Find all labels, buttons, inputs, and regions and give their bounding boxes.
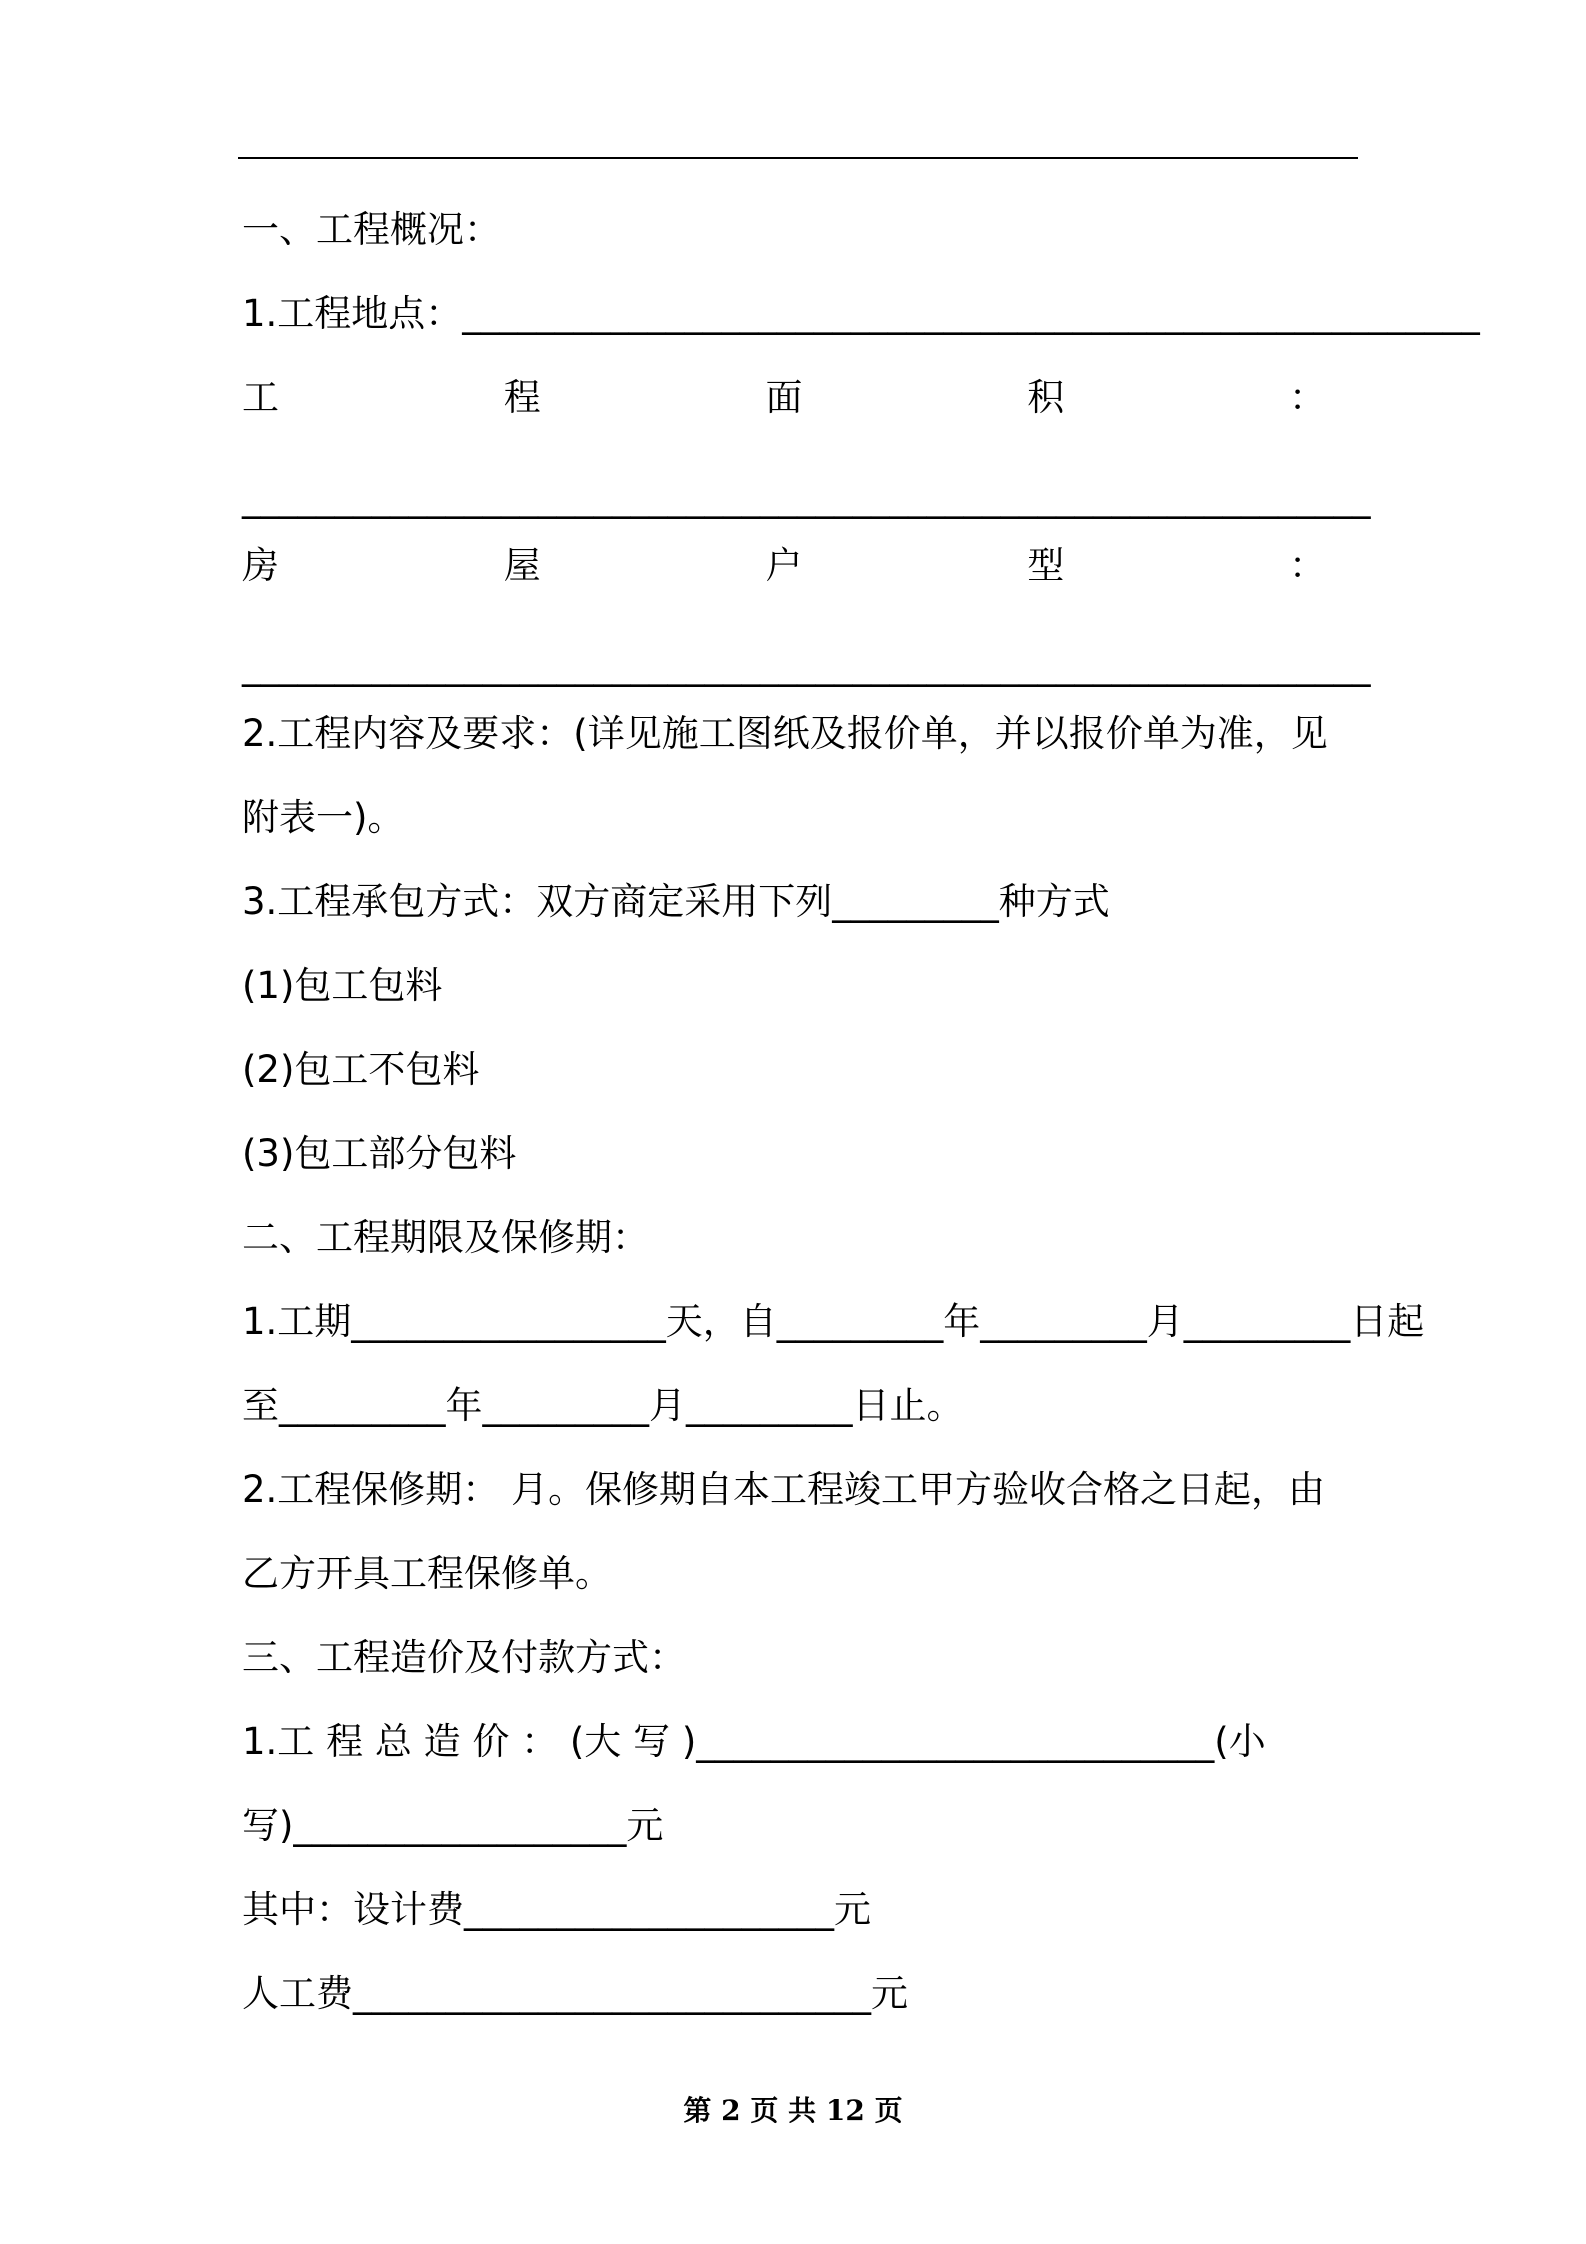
project-area-label: 工 程 面 积 ： [242, 376, 1326, 419]
method-option-2: (2)包工不包料 [242, 1048, 480, 1091]
header-rule [238, 157, 1358, 159]
section-1-heading: 一、工程概况： [242, 208, 501, 251]
method-option-1: (1)包工包料 [242, 964, 443, 1007]
design-fee-line: 其中：设计费____________________元 [242, 1888, 871, 1931]
house-type-blank: _____________________________________________________________ [242, 644, 1371, 687]
project-content-line-2: 附表一)。 [242, 796, 405, 839]
warranty-line-1: 2.工程保修期： 月。保修期自本工程竣工甲方验收合格之日起，由 [242, 1468, 1326, 1511]
duration-line-2: 至_________年_________月_________日止。 [242, 1384, 964, 1427]
project-location-line: 1.工程地点：_______________________________________________________ [242, 292, 1480, 335]
project-area-blank: _____________________________________________________________ [242, 476, 1371, 519]
section-2-heading: 二、工程期限及保修期： [242, 1216, 649, 1259]
total-price-line-2: 写)__________________元 [242, 1804, 664, 1847]
labor-fee-line: 人工费____________________________元 [242, 1972, 908, 2015]
duration-line-1: 1.工期_________________天，自_________年_________月_________日起 [242, 1300, 1425, 1343]
total-price-line-1: 1.工 程 总 造 价 ： (大 写 )____________________________(小 [242, 1720, 1266, 1763]
page-number-footer: 第 2 页 共 12 页 [683, 2094, 903, 2127]
contract-method-line: 3.工程承包方式：双方商定采用下列_________种方式 [242, 880, 1110, 923]
section-3-heading: 三、工程造价及付款方式： [242, 1636, 686, 1679]
project-content-line-1: 2.工程内容及要求：(详见施工图纸及报价单，并以报价单为准，见 [242, 712, 1328, 755]
warranty-line-2: 乙方开具工程保修单。 [242, 1552, 612, 1595]
method-option-3: (3)包工部分包料 [242, 1132, 517, 1175]
house-type-label: 房 屋 户 型 ： [242, 544, 1326, 587]
